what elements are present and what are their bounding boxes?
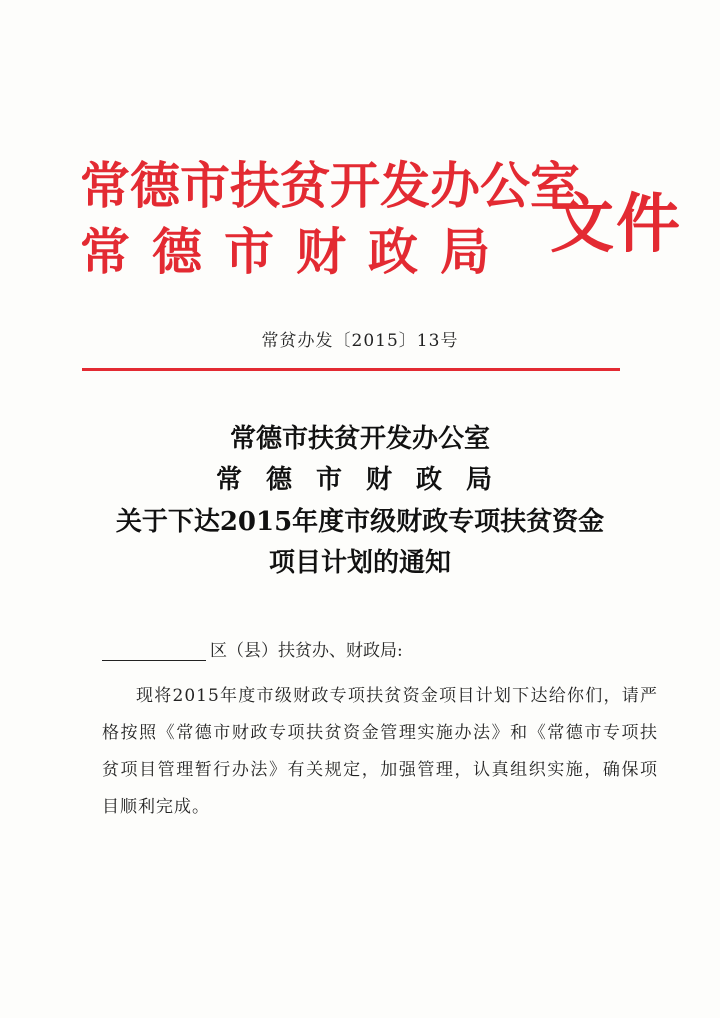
- document-number: 常贫办发〔2015〕13号: [261, 331, 459, 351]
- letterhead-issuer-1: 常德市扶贫开发办公室: [80, 156, 580, 215]
- title-line-2: 常德市财政局: [215, 465, 516, 495]
- recipient-text: 区（县）扶贫办、财政局:: [210, 641, 403, 661]
- letterhead: [80, 150, 682, 290]
- body-paragraph: 现将2015年度市级财政专项扶贫资金项目计划下达给你们，请严格按照《常德市财政专项扶贫资金管理实施办法》和《常德市专项扶贫项目管理暂行办法》有关规定，加强管理，认真组织实施，确保项目顺利完成。: [102, 686, 658, 817]
- recipient-blank: [102, 659, 206, 661]
- letterhead-doc-type: 文件: [550, 187, 682, 262]
- recipient-line: [102, 636, 403, 661]
- red-divider: [82, 368, 620, 371]
- title-line-3: 关于下达2015年度市级财政专项扶贫资金: [115, 507, 605, 537]
- title-line-1: 常德市扶贫开发办公室: [229, 424, 490, 454]
- title-line-4: 项目计划的通知: [268, 548, 451, 578]
- letterhead-issuer-2: 常德市财政局: [80, 222, 512, 281]
- body-text: [102, 678, 658, 826]
